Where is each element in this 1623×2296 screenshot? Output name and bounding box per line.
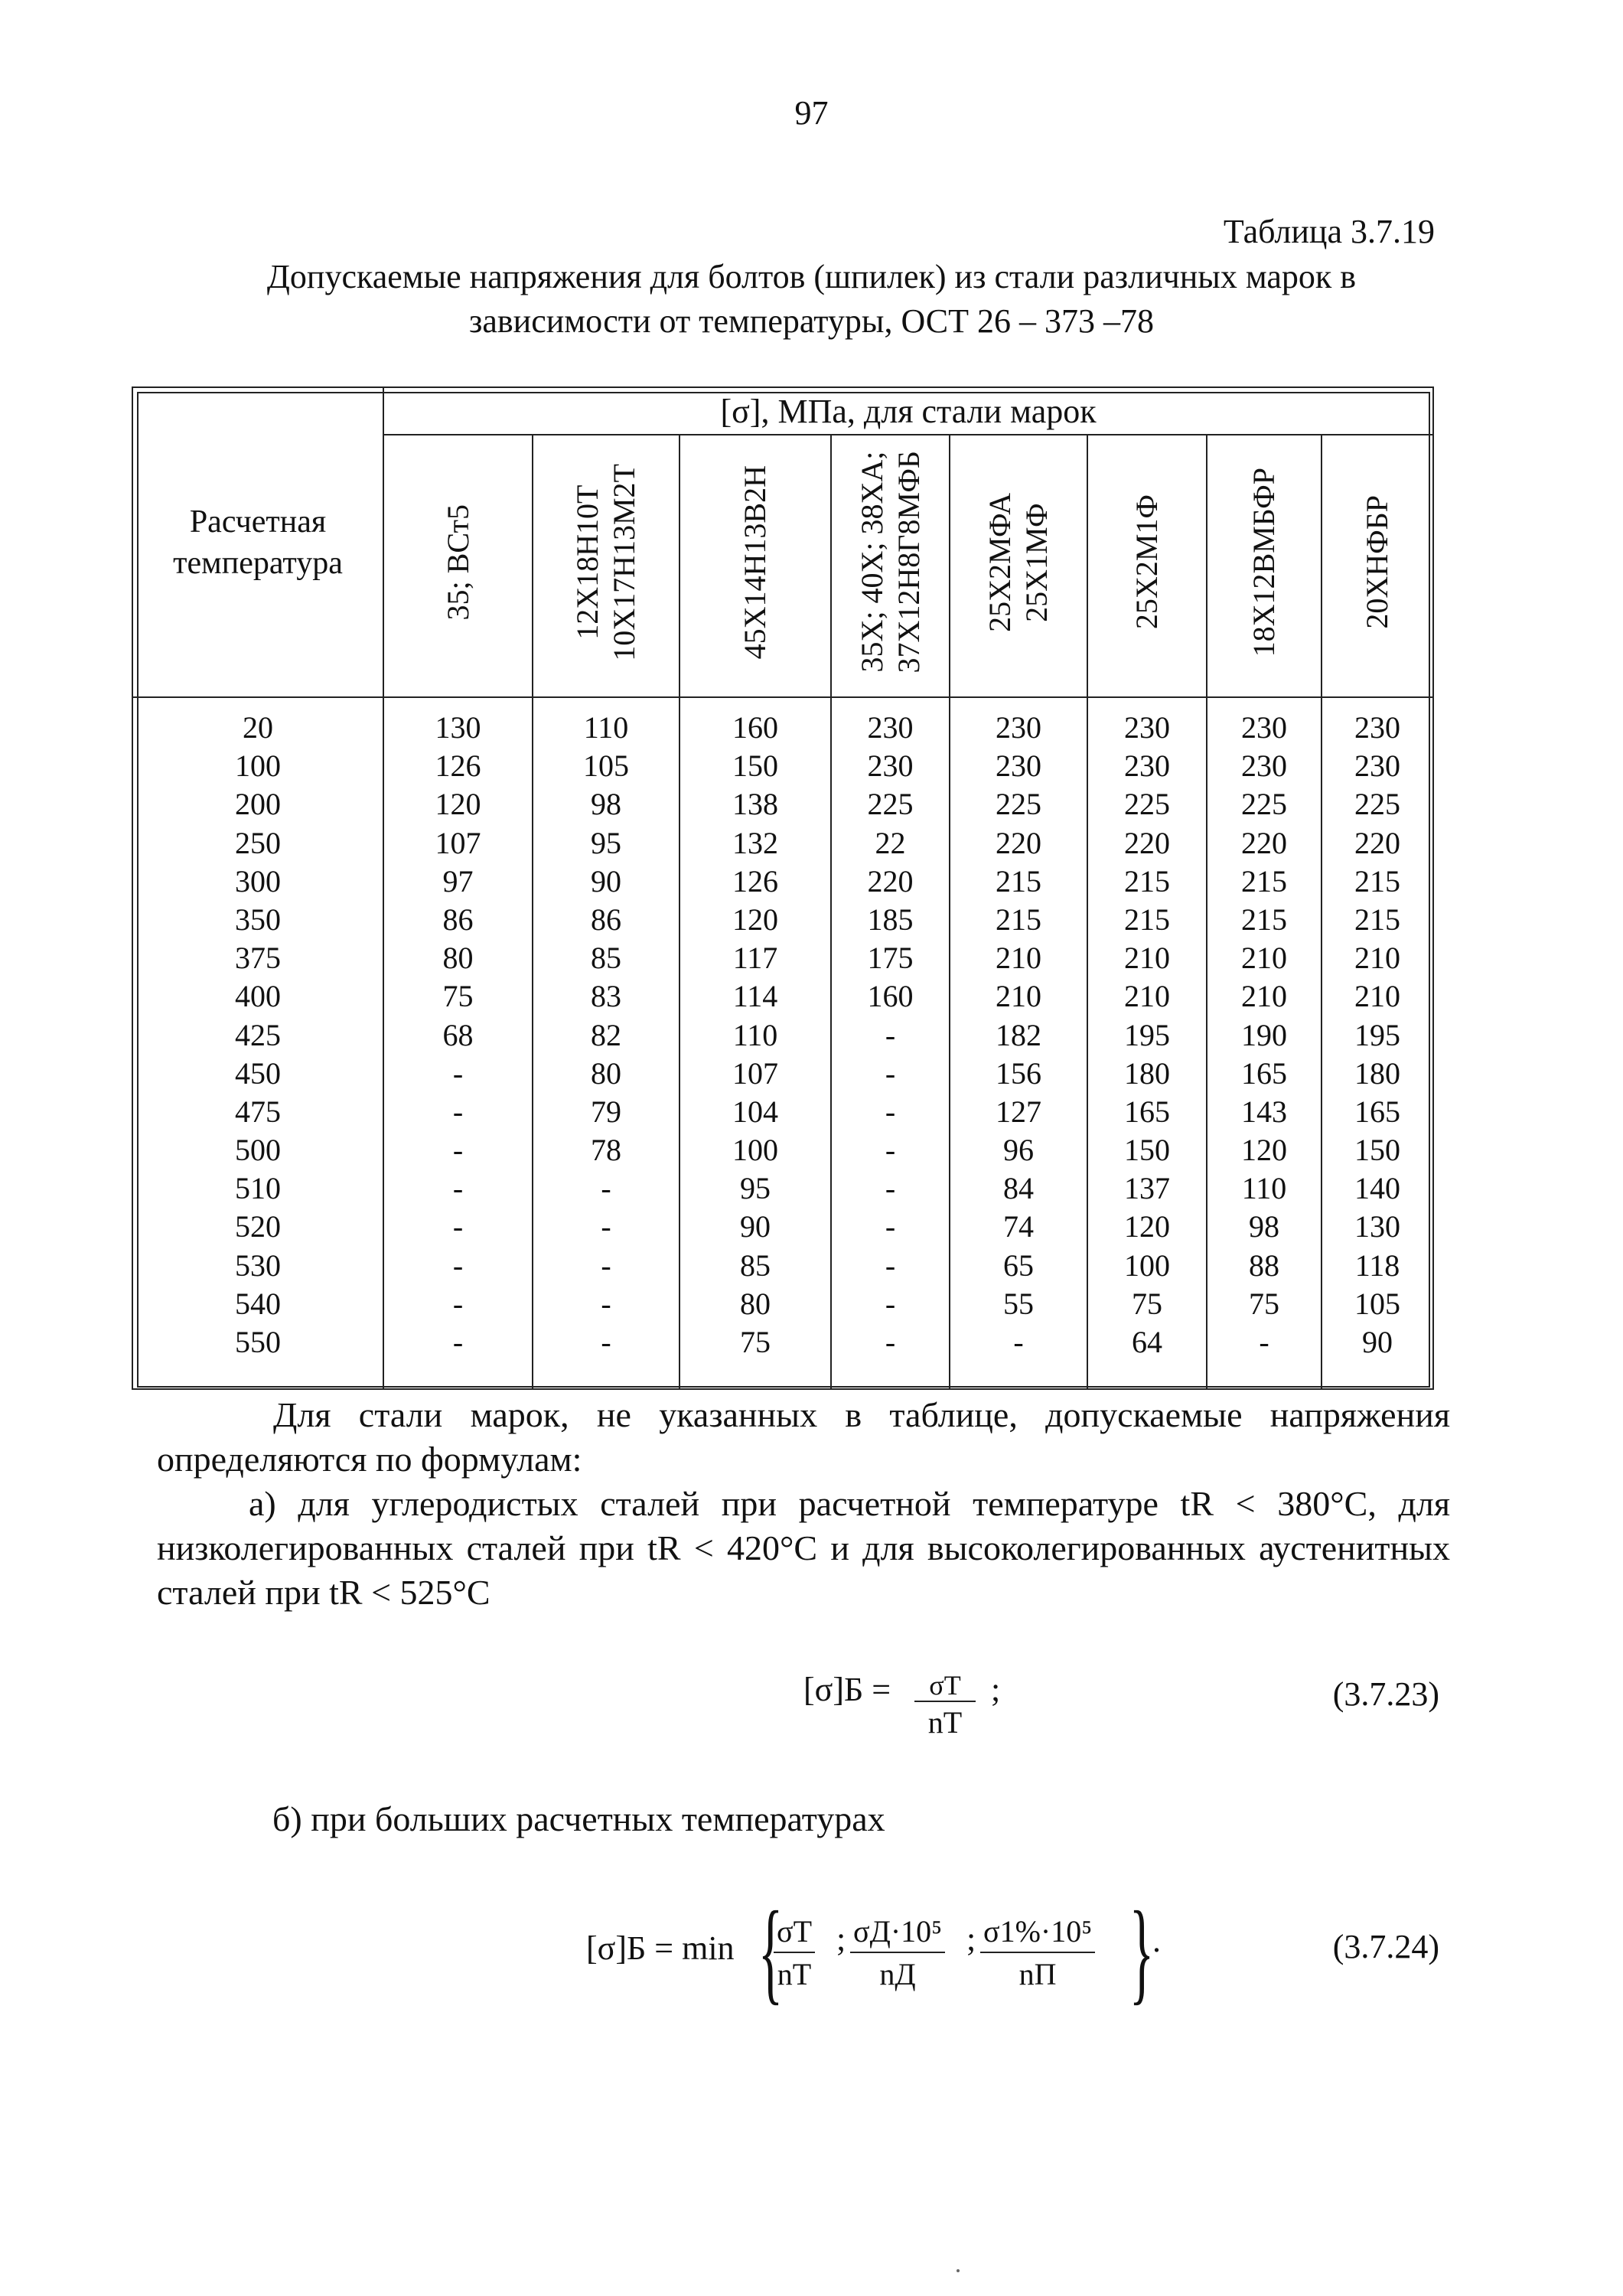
table-cell: 97 [442, 863, 474, 899]
table-cell: 75 [1249, 1286, 1279, 1321]
table-cell: - [601, 1171, 611, 1206]
table-cell: 210 [1241, 941, 1287, 976]
table-cell: - [885, 1017, 896, 1052]
fraction-numerator: σД·10⁵ [850, 1912, 945, 1953]
table-cell: 215 [1241, 902, 1287, 937]
steel-grade-header [680, 435, 831, 697]
table-cell: 250 [235, 825, 281, 860]
stress-column [950, 697, 1087, 1389]
table-cell: 20 [243, 710, 273, 745]
separator: ; [966, 1920, 976, 1958]
fraction-denominator: nТ [777, 1957, 812, 1991]
table-cell: 475 [235, 1094, 281, 1129]
stress-column [383, 697, 533, 1389]
table-cell: 160 [867, 979, 914, 1014]
table-cell: 96 [1003, 1133, 1034, 1168]
table-cell: 230 [1124, 748, 1170, 784]
formula-tail: ; [991, 1671, 1001, 1708]
table-cell: 120 [1241, 1133, 1287, 1168]
steel-grade-header [831, 435, 950, 697]
table-cell: 210 [1241, 979, 1287, 1014]
group-header: [σ], МПа, для стали марок [383, 387, 1433, 435]
table-cell: 450 [235, 1055, 281, 1091]
table-cell: 195 [1124, 1017, 1170, 1052]
table-cell: - [452, 1171, 464, 1206]
table-cell: 215 [1354, 863, 1401, 899]
table-cell: 510 [235, 1171, 281, 1206]
equation-number-1: (3.7.23) [1332, 1675, 1439, 1713]
table-cell: 75 [442, 979, 474, 1014]
table-cell: 90 [591, 863, 621, 899]
table-cell: - [452, 1286, 464, 1321]
formula-3-7-24 [586, 1888, 1198, 2015]
table-cell: 185 [867, 902, 914, 937]
temperature-header: Расчетная температура [132, 387, 383, 697]
table-caption: Допускаемые напряжения для болтов (шпилек) из стали различных марок в зависимости от температуры, ОСТ 26 – 373 –78 [266, 258, 1357, 340]
table-cell: 104 [732, 1094, 778, 1129]
table-cell: - [452, 1094, 464, 1129]
table-cell: - [601, 1286, 611, 1321]
table-cell: 165 [1241, 1055, 1287, 1091]
table-cell: 143 [1241, 1094, 1287, 1129]
table-cell: 80 [442, 941, 474, 976]
table-cell: 95 [591, 825, 621, 860]
table-cell: 150 [1124, 1133, 1170, 1168]
table-cell: 230 [867, 710, 914, 745]
table-cell: 160 [732, 710, 778, 745]
table-cell: 210 [1354, 941, 1401, 976]
formula-fraction [914, 1670, 976, 1743]
table-cell: 118 [1354, 1247, 1400, 1283]
fraction-2 [850, 1912, 945, 1996]
table-cell: 195 [1354, 1017, 1401, 1052]
table-cell: 230 [1124, 710, 1170, 745]
table-cell: 100 [1124, 1247, 1170, 1283]
table-cell: - [885, 1094, 896, 1129]
table-cell: 400 [235, 979, 281, 1014]
table-cell: 126 [435, 748, 481, 784]
table-cell: 210 [1124, 979, 1170, 1014]
table-cell: 100 [235, 748, 281, 784]
table-cell: 210 [1124, 941, 1170, 976]
table-cell: 210 [1354, 979, 1401, 1014]
steel-grade-label: 35Х; 40Х; 38ХА; 37Х12Н8Г8МФБ [854, 451, 926, 673]
table-cell: 100 [732, 1133, 778, 1168]
table-cell: 530 [235, 1247, 281, 1283]
table-cell: - [452, 1325, 464, 1359]
steel-grade-header [1207, 435, 1322, 697]
paragraph-3: б) при больших расчетных температурах [272, 1799, 885, 1838]
table-cell: 114 [732, 979, 778, 1014]
table-cell: 215 [996, 902, 1041, 937]
table-cell: 215 [1241, 863, 1287, 899]
table-cell: - [452, 1247, 464, 1283]
table-cell: 215 [1124, 902, 1170, 937]
table-cell: 540 [235, 1286, 281, 1321]
formula-lhs: [σ]Б = [803, 1671, 891, 1708]
table-cell: 86 [591, 902, 621, 937]
left-brace: { [758, 1888, 784, 2015]
table-cell: 80 [740, 1286, 771, 1321]
fraction-denominator: nД [879, 1957, 916, 1991]
table-cell: 220 [996, 825, 1041, 860]
table-cell: 55 [1003, 1286, 1034, 1321]
table-cell: 210 [996, 979, 1041, 1014]
paragraph-2: а) для углеродистых сталей при расчетной температуре tR < 380°С, для низколегированных сталей при tR < 420°С и для высоколегированных аустенитных сталей при tR < 525°С [157, 1484, 1450, 1612]
table-cell: 500 [235, 1133, 281, 1168]
table-cell: 550 [235, 1325, 281, 1359]
steel-grade-label: 25Х2М1Ф [1129, 494, 1164, 630]
table-cell: 132 [732, 825, 778, 860]
steel-grade-label: 20ХНФБР [1360, 495, 1395, 629]
page-number: 97 [794, 94, 829, 132]
table-cell: - [1259, 1325, 1269, 1359]
fraction-numerator: σ1%·10⁵ [980, 1912, 1095, 1953]
table-cell: 85 [591, 941, 621, 976]
table-cell: 83 [591, 979, 621, 1014]
table-cell: 230 [1241, 748, 1287, 784]
table-cell: 520 [235, 1209, 281, 1244]
table-cell: 230 [996, 710, 1041, 745]
table-cell: - [885, 1055, 896, 1091]
stress-column [1207, 697, 1322, 1389]
table-cell: 22 [875, 825, 906, 860]
fraction-denominator: nП [1018, 1957, 1057, 1991]
table-cell: 107 [435, 825, 481, 860]
table-label: Таблица 3.7.19 [1223, 213, 1435, 250]
table-cell: 180 [1354, 1055, 1401, 1091]
table-cell: 75 [740, 1325, 771, 1359]
steel-grade-header [1087, 435, 1207, 697]
table-cell: 230 [1354, 748, 1401, 784]
table-cell: 225 [867, 787, 914, 822]
table-cell: - [1013, 1325, 1024, 1359]
table-cell: 215 [996, 863, 1041, 899]
table-cell: 215 [1124, 863, 1170, 899]
table-cell: - [885, 1171, 896, 1206]
formula-tail: . [1152, 1922, 1161, 1959]
table-cell: 110 [1241, 1171, 1287, 1206]
table-cell: 120 [1124, 1209, 1170, 1244]
table-cell: 105 [1354, 1286, 1401, 1321]
table-cell: 182 [996, 1017, 1041, 1052]
table-cell: - [885, 1133, 896, 1168]
table-cell: - [452, 1133, 464, 1168]
table-cell: 130 [1354, 1209, 1401, 1244]
table-cell: 150 [732, 748, 778, 784]
steel-grade-label: 45Х14Н13В2Н [738, 465, 772, 660]
table-cell: - [601, 1325, 611, 1359]
table-cell: 79 [591, 1094, 621, 1129]
steel-grade-header [533, 435, 680, 697]
table-cell: 230 [1354, 710, 1401, 745]
steel-grade-label: 25Х2МФА 25Х1МФ [983, 492, 1054, 632]
table-cell: - [452, 1055, 464, 1091]
fraction-numerator: σТ [914, 1670, 976, 1702]
table-cell: 230 [1241, 710, 1287, 745]
table-cell: 86 [442, 902, 474, 937]
fraction-3 [980, 1912, 1095, 1996]
table-cell: 190 [1241, 1017, 1287, 1052]
table-cell: 220 [1124, 825, 1170, 860]
table-cell: 95 [740, 1171, 771, 1206]
table-cell: 425 [235, 1017, 281, 1052]
fraction-numerator: σТ [774, 1912, 815, 1953]
table-cell: 120 [732, 902, 778, 937]
table-cell: 117 [732, 941, 778, 976]
table-cell: 210 [996, 941, 1041, 976]
table-cell: 85 [740, 1247, 771, 1283]
table-cell: 225 [996, 787, 1041, 822]
separator: ; [836, 1920, 846, 1958]
table-cell: 80 [591, 1055, 621, 1091]
table-cell: 98 [591, 787, 621, 822]
table-cell: 220 [867, 863, 914, 899]
stress-column [1087, 697, 1207, 1389]
stress-column [533, 697, 680, 1389]
table-cell: 138 [732, 787, 778, 822]
table-body-row [132, 697, 1433, 1389]
table-cell: 150 [1354, 1133, 1401, 1168]
table-cell: 68 [442, 1017, 474, 1052]
table-cell: 74 [1003, 1209, 1034, 1244]
table-cell: 78 [591, 1133, 621, 1168]
formula-lhs: [σ]Б = min [586, 1929, 735, 1967]
table-cell: 137 [1124, 1171, 1170, 1206]
table-cell: 156 [996, 1055, 1041, 1091]
table-cell: 225 [1354, 787, 1401, 822]
table-cell: - [601, 1247, 611, 1283]
stress-table [132, 386, 1434, 1390]
table-cell: - [452, 1209, 464, 1244]
paragraph-1: Для стали марок, не указанных в таблице, допускаемые напряжения определяются по формулам: [157, 1395, 1450, 1479]
temperature-column [132, 697, 383, 1389]
table-cell: 225 [1241, 787, 1287, 822]
table-cell: 64 [1132, 1325, 1162, 1359]
stress-column [831, 697, 950, 1389]
table-cell: - [885, 1247, 896, 1283]
table-cell: 82 [591, 1017, 621, 1052]
table-cell: - [885, 1325, 896, 1359]
table-cell: 225 [1124, 787, 1170, 822]
table-cell: 84 [1003, 1171, 1034, 1206]
formula-3-7-23 [803, 1670, 1033, 1762]
table-cell: 300 [235, 863, 281, 899]
table-cell: 165 [1354, 1094, 1401, 1129]
steel-grade-label: 18Х12ВМБФР [1247, 467, 1281, 657]
table-cell: 165 [1124, 1094, 1170, 1129]
table-cell: 130 [435, 710, 481, 745]
table-cell: 230 [996, 748, 1041, 784]
table-cell: 220 [1241, 825, 1287, 860]
stress-column [680, 697, 831, 1389]
table-cell: 107 [732, 1055, 778, 1091]
steel-grade-label: 35; ВСт5 [440, 504, 475, 621]
table-cell: - [885, 1286, 896, 1321]
fraction-denominator: nТ [927, 1705, 963, 1740]
table-cell: 220 [1354, 825, 1401, 860]
table-cell: 98 [1249, 1209, 1279, 1244]
right-brace: } [1129, 1888, 1155, 2015]
table-cell: 110 [732, 1017, 778, 1052]
table-cell: 120 [435, 787, 481, 822]
table-cell: - [601, 1209, 611, 1244]
steel-grade-header [950, 435, 1087, 697]
table-cell: 180 [1124, 1055, 1170, 1091]
table-cell: 375 [235, 941, 281, 976]
table-cell: 200 [235, 787, 281, 822]
stress-column [1322, 697, 1433, 1389]
steel-grade-header [383, 435, 533, 697]
table-cell: 105 [583, 748, 629, 784]
steel-grade-header [1322, 435, 1433, 697]
table-cell: 75 [1132, 1286, 1162, 1321]
table-cell: 126 [732, 863, 778, 899]
table-cell: 230 [867, 748, 914, 784]
fraction-1 [774, 1912, 815, 1996]
table-cell: 127 [996, 1094, 1041, 1129]
table-cell: 88 [1249, 1247, 1279, 1283]
table-cell: - [885, 1209, 896, 1244]
scan-speck [957, 2269, 960, 2272]
steel-grade-label: 12Х18Н10Т 10Х17Н13М2Т [570, 463, 641, 661]
table-cell: 140 [1354, 1171, 1401, 1206]
table-cell: 350 [235, 902, 281, 937]
table-cell: 175 [867, 941, 914, 976]
table-cell: 65 [1003, 1247, 1034, 1283]
table-cell: 90 [740, 1209, 771, 1244]
equation-number-2: (3.7.24) [1332, 1928, 1439, 1965]
table-cell: 215 [1354, 902, 1401, 937]
table-cell: 90 [1362, 1325, 1393, 1359]
table-cell: 110 [583, 710, 629, 745]
